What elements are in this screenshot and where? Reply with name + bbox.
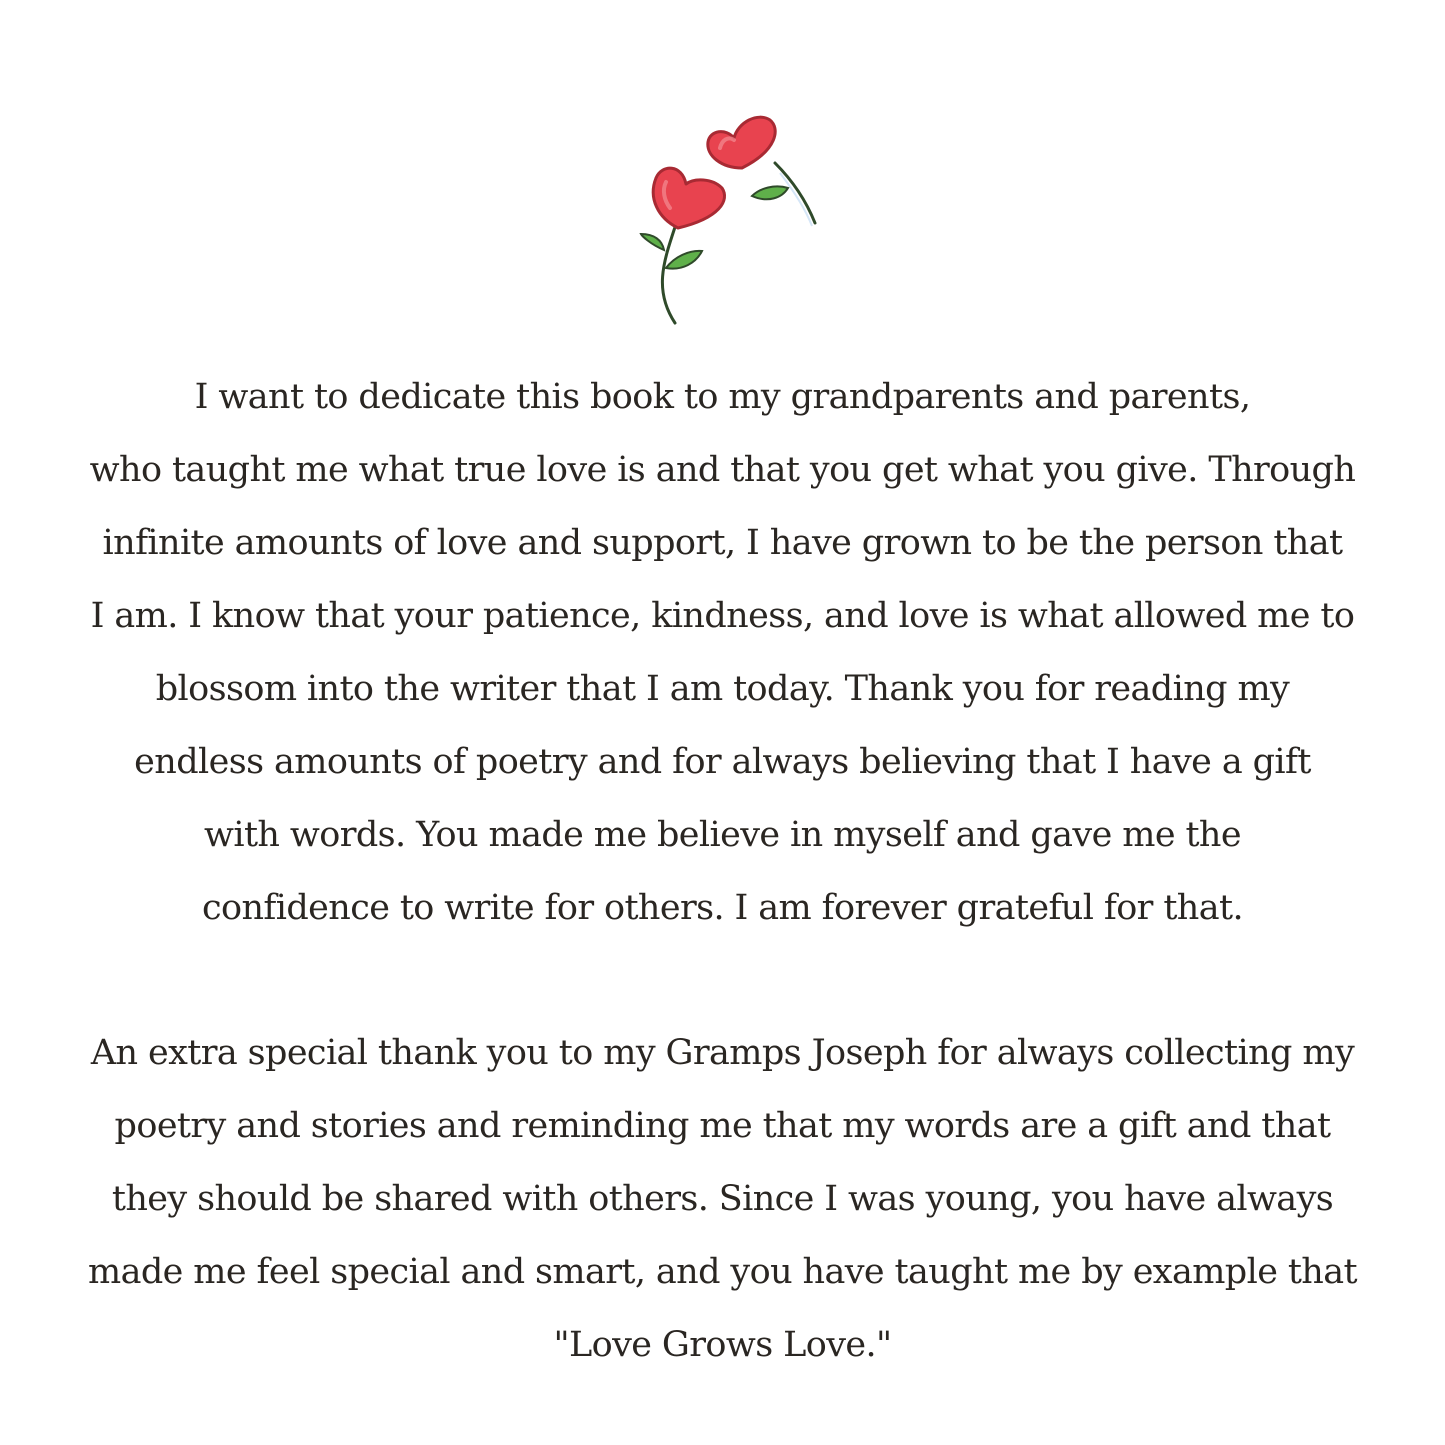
paragraph-line: who taught me what true love is and that you get what you give. Through	[89, 450, 1356, 490]
paragraph-line: with words. You made me believe in myself and gave me the	[204, 815, 1241, 855]
paragraph-line: An extra special thank you to my Gramps Joseph for always collecting my	[90, 1033, 1355, 1073]
paragraph-line: made me feel special and smart, and you have taught me by example that	[88, 1252, 1357, 1292]
paragraph-line: infinite amounts of love and support, I have grown to be the person that	[102, 523, 1343, 563]
paragraph-line: poetry and stories and reminding me that my words are a gift and that	[114, 1106, 1331, 1146]
paragraph-line: blossom into the writer that I am today. Thank you for reading my	[155, 669, 1290, 709]
paragraph-line: confidence to write for others. I am forever grateful for that.	[201, 888, 1243, 928]
right-stem-shadow	[780, 173, 812, 226]
heart-flowers-illustration	[630, 108, 830, 330]
left-leaf-2	[666, 251, 702, 269]
dedication-paragraph-1	[60, 361, 1385, 945]
right-leaf	[752, 186, 788, 199]
paragraph-line: endless amounts of poetry and for always believing that I have a gift	[134, 742, 1311, 782]
closing-quote-line: "Love Grows Love."	[553, 1325, 892, 1365]
paragraph-line: I want to dedicate this book to my grandparents and parents,	[194, 377, 1251, 417]
paragraph-line: I am. I know that your patience, kindness, and love is what allowed me to	[90, 596, 1355, 636]
right-heart	[708, 117, 775, 168]
left-leaf-1	[641, 234, 664, 250]
dedication-paragraph-2	[60, 1017, 1385, 1382]
left-stem	[662, 218, 678, 323]
paragraph-line: they should be shared with others. Since I was young, you have always	[111, 1179, 1334, 1219]
